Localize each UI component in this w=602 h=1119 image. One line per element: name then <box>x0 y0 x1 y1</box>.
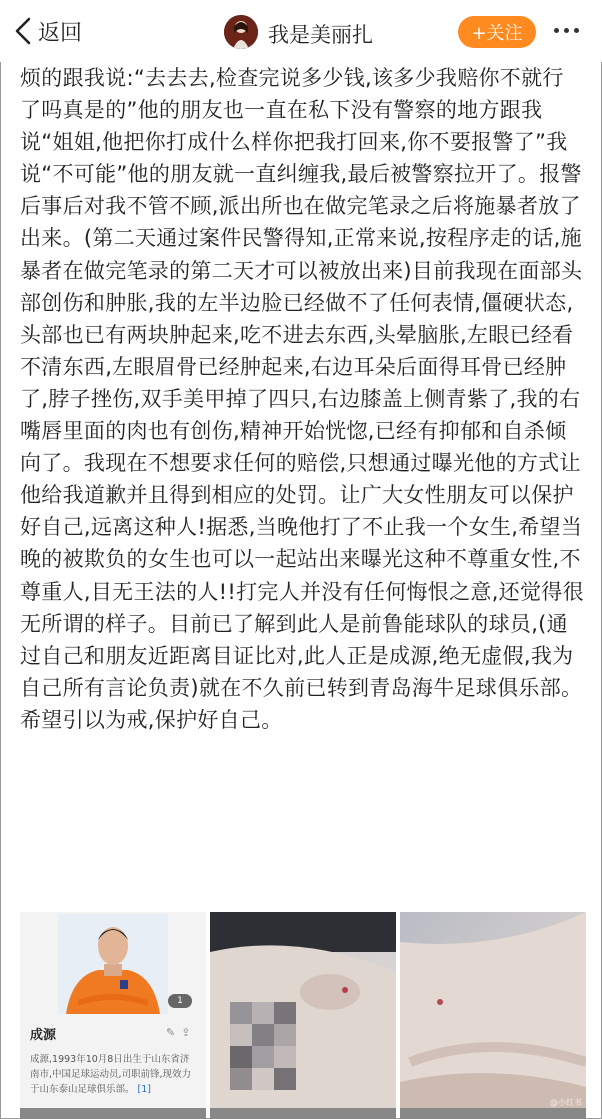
dot-icon <box>574 28 579 33</box>
dot-icon <box>554 28 559 33</box>
post-paragraph: 烦的跟我说:“去去去,检查完说多少钱,该多少我赔你不就行了吗真是的”他的朋友也一直在私下没有警察的地方跟我说“姐姐,他把你打成什么样你把我打回来,你不要报警了”我说“不可能”他的朋友就一直纠缠我,最后被警察拉开了。报警后事后对我不管不顾,派出所也在做完笔录之后将施暴者放了出来。(第二天通过案件民警得知,正常来说,按程序走的话,施暴者在做完笔录的第二天才可以被放出来)目前我现在面部头部创伤和肿胀,我的左半边脸已经做不了任何表情,僵硬状态,头部也已有两块肿起来,吃不进去东西,头晕脑胀,左眼已经看不清东西,左眼眉骨已经肿起来,右边耳朵后面得耳骨已经肿了,脖子挫伤,双手美甲掉了四只,右边膝盖上侧青紫了,我的右嘴唇里面的肉也有创伤,精神开始恍惚,已经有抑郁和自杀倾向了。我现在不想要求任何的赔偿,只想通过曝光他的方式让他给我道歉并且得到相应的处罚。让广大女性朋友可以保护好自己,远离这种人!据悉,当晚他打了不止我一个女生,希望当晚的被欺负的女生也可以一起站出来曝光这种不尊重女性,不尊重人,目无王法的人!!打完人并没有任何悔恨之意,还觉得很无所谓的样子。目前已了解到此人是前鲁能球队的球员,(通过自己和朋友近距离目证比对,此人正是成源,绝无虚假,我为自己所有言论负责)就在不久前已转到青岛海牛足球俱乐部。希望引以为戒,保护好自己。 <box>20 66 584 732</box>
avatar-image <box>224 15 258 49</box>
gallery-image-baike[interactable] <box>20 912 206 1112</box>
avatar[interactable] <box>224 15 258 49</box>
chevron-left-icon <box>14 17 32 45</box>
gallery-image-injury-2[interactable] <box>400 912 586 1112</box>
back-button[interactable] <box>14 14 82 48</box>
dot-icon <box>564 28 569 33</box>
follow-button[interactable]: +关注 <box>458 16 536 48</box>
player-photo <box>58 914 168 1014</box>
post-body <box>20 62 584 736</box>
back-label: 返回 <box>38 20 83 46</box>
more-options-button[interactable] <box>554 28 579 33</box>
next-row-image-edge <box>210 1108 396 1119</box>
top-nav-bar <box>0 0 602 62</box>
copy-icon[interactable]: 1 <box>168 994 192 1008</box>
watermark: @小红书 <box>550 1098 582 1107</box>
share-icon[interactable]: ⇪ <box>181 1026 197 1039</box>
edit-icon[interactable]: ✎ <box>166 1026 182 1039</box>
baike-action-icons[interactable] <box>166 1026 196 1039</box>
username[interactable]: 我是美丽扎 <box>268 23 373 47</box>
baike-description: 成源,1993年10月8日出生于山东省济南市,中国足球运动员,司职前锋,现效力于山东泰山足球俱乐部。 [1] <box>30 1054 192 1095</box>
next-row-image-edge <box>20 1108 206 1119</box>
baike-entry-name: 成源 <box>30 1028 57 1043</box>
image-gallery <box>20 912 588 1112</box>
gallery-image-injury-1[interactable] <box>210 912 396 1112</box>
next-row-image-edge <box>400 1108 586 1119</box>
